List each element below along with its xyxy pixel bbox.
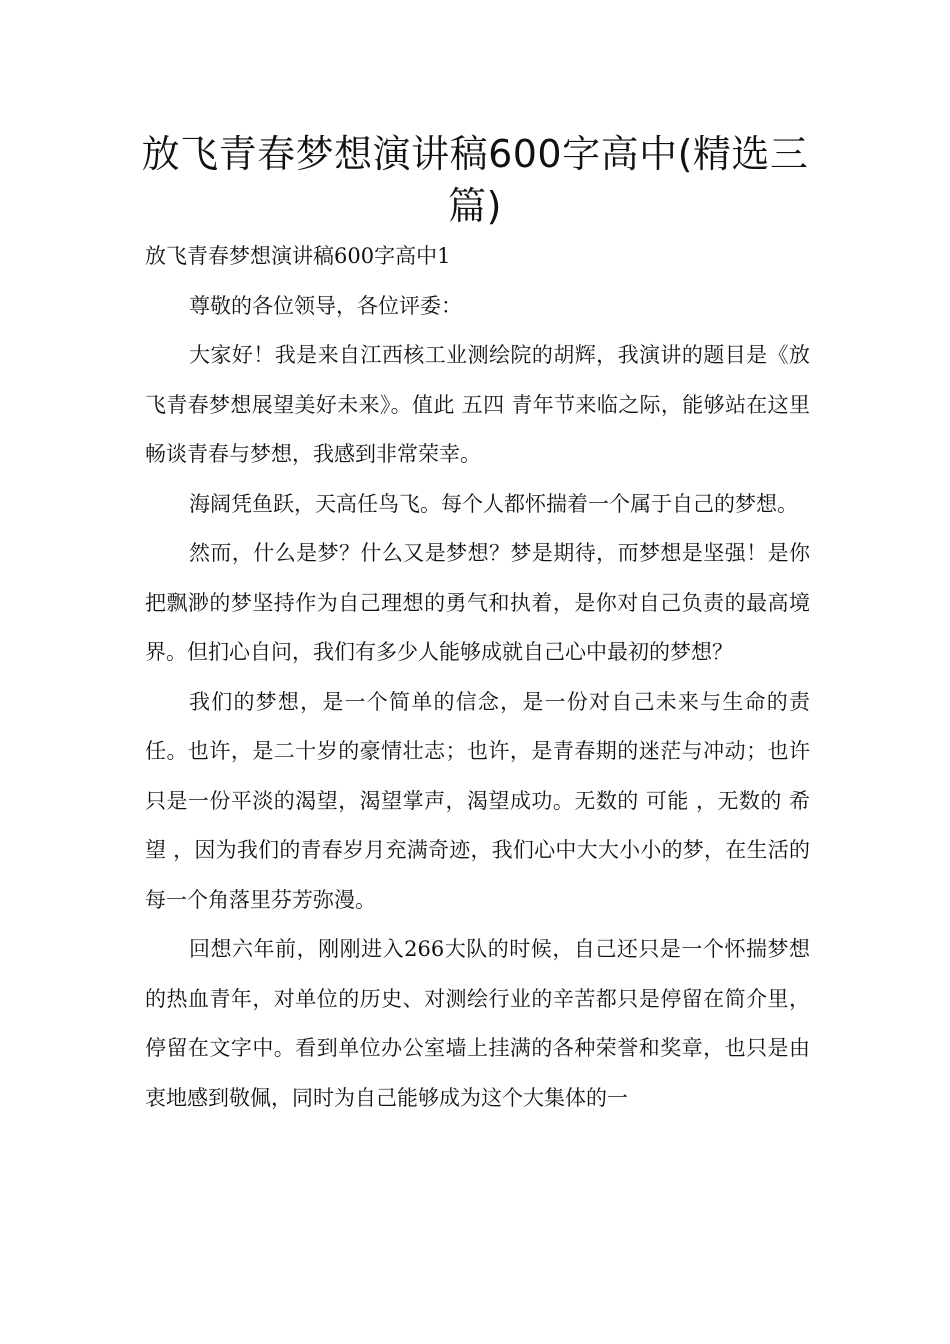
paragraph-our-dream: 我们的梦想，是一个简单的信念，是一份对自己未来与生命的责任。也许，是二十岁的豪情壮志；也许，是青春期的迷茫与冲动；也许只是一份平淡的渴望，渴望掌声，渴望成功。无数的 可能 ，无数的 希望 ，因为我们的青春岁月充满奇迹，我们心中大大小小的梦，在生活的每一个角落里芬芳弥漫。	[145, 689, 810, 912]
paragraph-recollection: 回想六年前，刚刚进入266大队的时候，自己还只是一个怀揣梦想的热血青年，对单位的历史、对测绘行业的辛苦都只是停留在简介里，停留在文字中。看到单位办公室墙上挂满的各种荣誉和奖章，也只是由衷地感到敬佩，同时为自己能够成为这个大集体的一	[145, 937, 810, 1110]
paragraph-idiom: 海阔凭鱼跃，天高任鸟飞。每个人都怀揣着一个属于自己的梦想。	[189, 491, 798, 516]
paragraph-salutation: 尊敬的各位领导，各位评委：	[189, 293, 462, 318]
section-heading: 放飞青春梦想演讲稿600字高中1	[145, 244, 451, 268]
paragraph-what-is-dream: 然而，什么是梦？什么又是梦想？梦是期待，而梦想是坚强！是你把飘渺的梦坚持作为自己理想的勇气和执着，是你对自己负责的最高境界。但扪心自问，我们有多少人能够成就自己心中最初的梦想？	[145, 541, 810, 664]
document-title: 放飞青春梦想演讲稿600字高中(精选三篇)	[141, 132, 809, 228]
paragraph-greeting: 大家好！我是来自江西核工业测绘院的胡辉，我演讲的题目是《放飞青春梦想展望美好未来》。值此 五四 青年节来临之际，能够站在这里畅谈青春与梦想，我感到非常荣幸。	[145, 343, 810, 466]
document-body	[145, 232, 810, 1123]
